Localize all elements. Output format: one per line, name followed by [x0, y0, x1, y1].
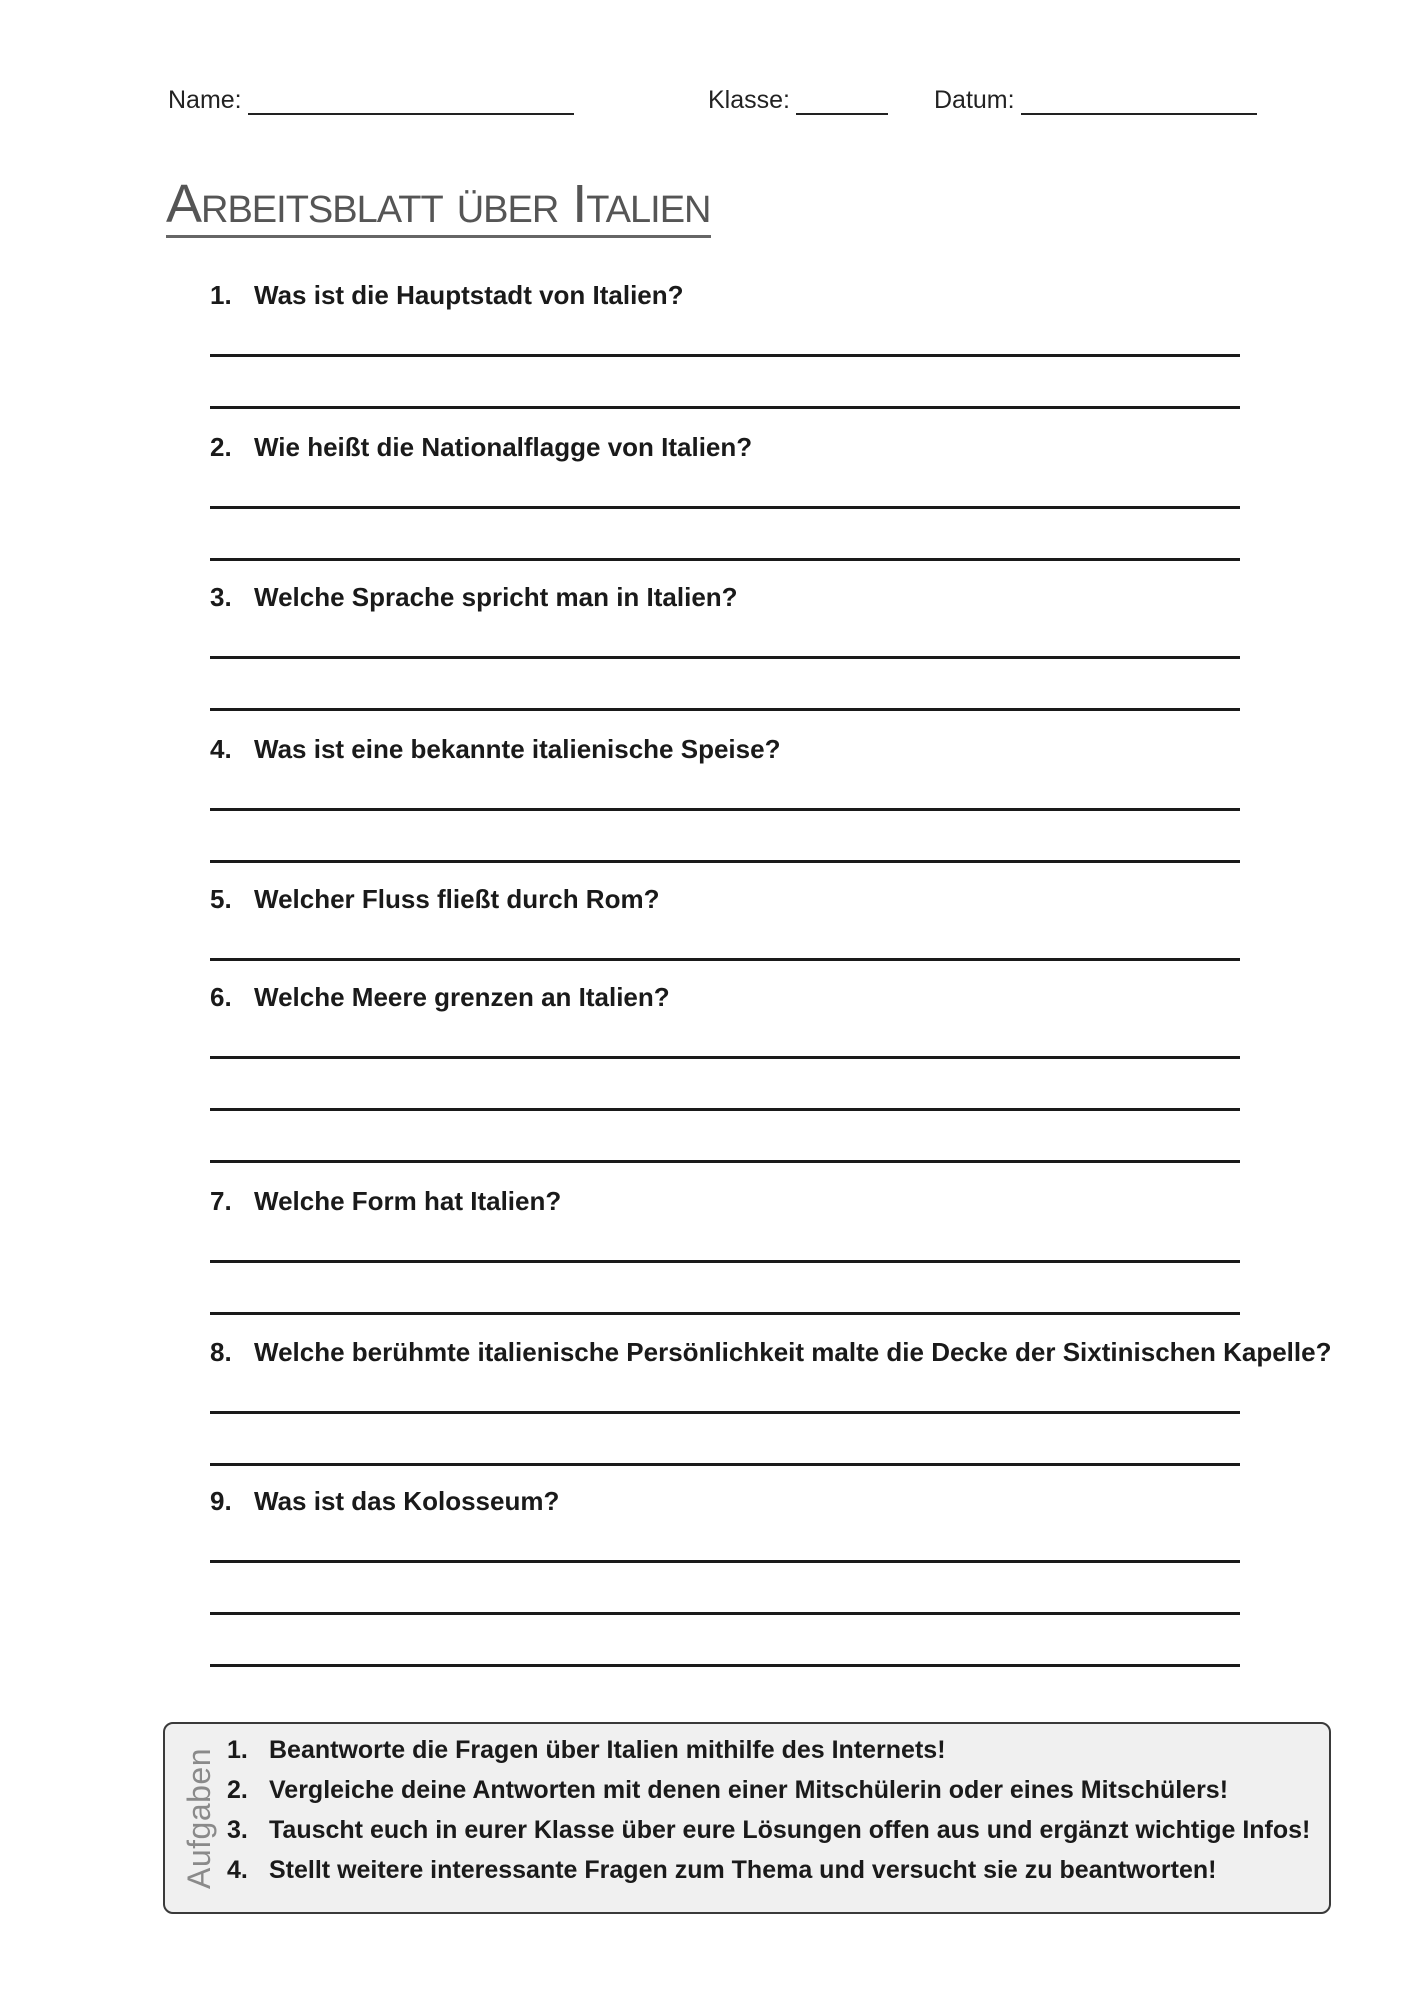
- question-text: Welcher Fluss fließt durch Rom?: [254, 884, 660, 914]
- answer-line[interactable]: [210, 1411, 1240, 1414]
- question-text: Was ist eine bekannte italienische Speise?: [254, 734, 781, 764]
- question-4: [210, 734, 780, 765]
- question-3: [210, 582, 738, 613]
- task-number: 3.: [227, 1816, 248, 1844]
- question-1: [210, 280, 684, 311]
- question-8: [210, 1337, 1331, 1368]
- question-number: 4.: [210, 734, 232, 764]
- question-text: Was ist das Kolosseum?: [254, 1486, 560, 1516]
- page-title: Arbeitsblatt über Italien: [166, 176, 711, 238]
- tasks-label: Aufgaben: [180, 1747, 217, 1889]
- answer-line[interactable]: [210, 354, 1240, 357]
- question-text: Welche Meere grenzen an Italien?: [254, 982, 670, 1012]
- question-number: 5.: [210, 884, 232, 914]
- task-item-1: [227, 1736, 946, 1765]
- name-field: [168, 86, 574, 115]
- task-number: 1.: [227, 1736, 248, 1764]
- question-number: 9.: [210, 1486, 232, 1516]
- task-text: Stellt weitere interessante Fragen zum Thema und versucht sie zu beantworten!: [269, 1856, 1217, 1884]
- answer-line[interactable]: [210, 1108, 1240, 1111]
- datum-blank[interactable]: [1021, 87, 1257, 115]
- answer-line[interactable]: [210, 1056, 1240, 1059]
- task-item-3: [227, 1816, 1310, 1845]
- task-text: Beantworte die Fragen über Italien mithilfe des Internets!: [269, 1736, 946, 1764]
- tasks-box: [163, 1722, 1331, 1914]
- name-blank[interactable]: [248, 87, 574, 115]
- question-5: [210, 884, 659, 915]
- question-number: 2.: [210, 432, 232, 462]
- task-text: Vergleiche deine Antworten mit denen einer Mitschülerin oder eines Mitschülers!: [269, 1776, 1229, 1804]
- answer-line[interactable]: [210, 1612, 1240, 1615]
- question-number: 3.: [210, 582, 232, 612]
- question-text: Welche Sprache spricht man in Italien?: [254, 582, 738, 612]
- question-2: [210, 432, 752, 463]
- header-fields: [168, 86, 1244, 118]
- answer-line[interactable]: [210, 808, 1240, 811]
- name-label: Name:: [168, 86, 242, 114]
- task-text: Tauscht euch in eurer Klasse über eure Lösungen offen aus und ergänzt wichtige Infos!: [269, 1816, 1311, 1844]
- datum-field: [934, 86, 1257, 115]
- question-9: [210, 1486, 559, 1517]
- question-number: 1.: [210, 280, 232, 310]
- task-number: 4.: [227, 1856, 248, 1884]
- answer-line[interactable]: [210, 1260, 1240, 1263]
- question-text: Wie heißt die Nationalflagge von Italien?: [254, 432, 753, 462]
- answer-line[interactable]: [210, 1560, 1240, 1563]
- klasse-field: [708, 86, 888, 115]
- answer-line[interactable]: [210, 656, 1240, 659]
- answer-line[interactable]: [210, 708, 1240, 711]
- answer-line[interactable]: [210, 506, 1240, 509]
- question-text: Welche berühmte italienische Persönlichkeit malte die Decke der Sixtinischen Kapelle?: [254, 1337, 1332, 1367]
- question-number: 7.: [210, 1186, 232, 1216]
- answer-line[interactable]: [210, 1664, 1240, 1667]
- question-6: [210, 982, 670, 1013]
- answer-line[interactable]: [210, 1463, 1240, 1466]
- question-number: 6.: [210, 982, 232, 1012]
- tasks-side-label: [179, 1724, 219, 1912]
- answer-line[interactable]: [210, 860, 1240, 863]
- question-text: Was ist die Hauptstadt von Italien?: [254, 280, 684, 310]
- answer-line[interactable]: [210, 1160, 1240, 1163]
- task-item-2: [227, 1776, 1228, 1805]
- datum-label: Datum:: [934, 86, 1015, 114]
- question-7: [210, 1186, 561, 1217]
- klasse-blank[interactable]: [796, 87, 888, 115]
- answer-line[interactable]: [210, 958, 1240, 961]
- task-number: 2.: [227, 1776, 248, 1804]
- question-number: 8.: [210, 1337, 232, 1367]
- question-text: Welche Form hat Italien?: [254, 1186, 562, 1216]
- answer-line[interactable]: [210, 558, 1240, 561]
- answer-line[interactable]: [210, 406, 1240, 409]
- answer-line[interactable]: [210, 1312, 1240, 1315]
- task-item-4: [227, 1856, 1216, 1885]
- klasse-label: Klasse:: [708, 86, 790, 114]
